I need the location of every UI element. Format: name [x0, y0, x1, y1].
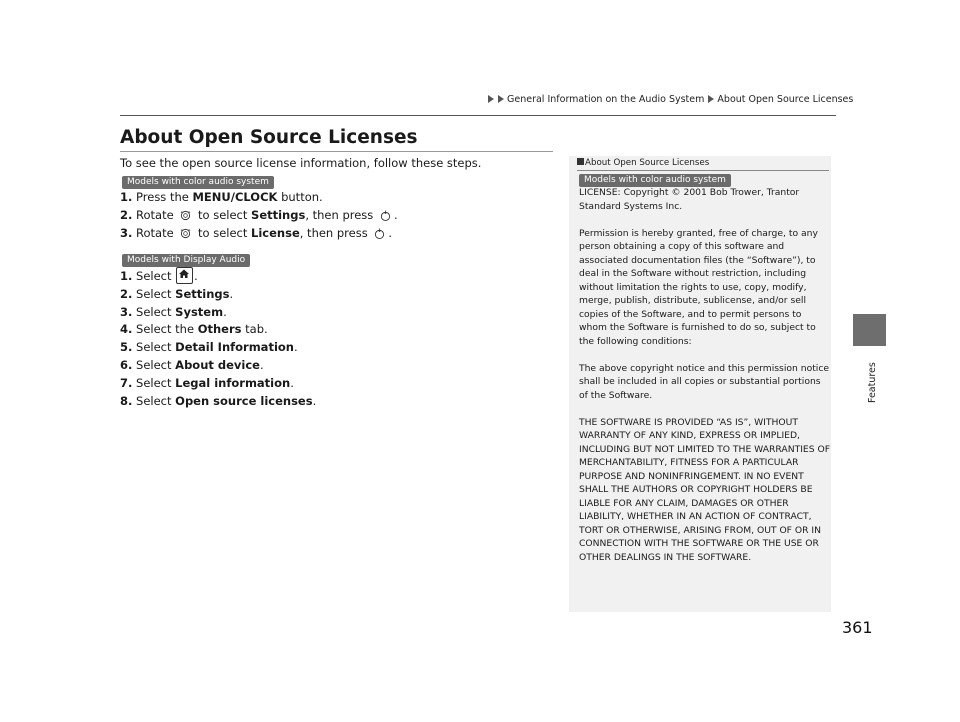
license-paragraph: THE SOFTWARE IS PROVIDED “AS IS”, WITHOUT WARRANTY OF ANY KIND, EXPRESS OR IMPLIED, INCLUDING BUT NOT LIMITED TO THE WARRANTIES OF MERCHANTABILITY, FITNESS FOR A PARTICULAR PURPOSE AND NONINFRINGEMENT. IN NO EVENT SHALL THE AUTHORS OR COPYRIGHT HOLDERS BE LIABLE FOR ANY CLAIM, DAMAGES OR OTHER LIABILITY, WHETHER IN AN ACTION OF CONTRACT, TORT OR OTHERWISE, ARISING FROM, OUT OF OR IN CONNECTION WITH THE SOFTWARE OR THE USE OR OTHER DEALINGS IN THE SOFTWARE. [579, 416, 830, 563]
header-rule [120, 115, 836, 116]
step-item: 3. Rotate to select License, then press . [120, 225, 393, 240]
breadcrumb-level-1[interactable]: General Information on the Audio System [507, 94, 705, 105]
breadcrumb [488, 94, 853, 105]
side-tab-label: Features [867, 362, 878, 403]
model-badge-color-audio: Models with color audio system [122, 176, 274, 189]
note-heading: About Open Source Licenses [577, 158, 709, 168]
selector-knob-icon [180, 210, 191, 221]
selector-knob-icon [180, 228, 191, 239]
license-paragraph: Permission is hereby granted, free of charge, to any person obtaining a copy of this software and associated documentation files (the “Software”), to deal in the Software without restriction, including without limitation the rights to use, copy, modify, merge, publish, distribute, sublicense, and/or sell copies of the Software, and to permit persons to whom the Software is furnished to do so, subject to the following conditions: [579, 227, 818, 347]
title-rule [120, 151, 553, 152]
step-item: 2. Select Settings. [120, 286, 234, 301]
step-item: 6. Select About device. [120, 357, 264, 372]
display-audio-steps [120, 267, 316, 410]
press-knob-icon [380, 210, 391, 221]
step-item: 5. Select Detail Information. [120, 340, 298, 355]
step-item: 2. Rotate to select Settings, then press . [120, 207, 398, 222]
breadcrumb-arrow-icon [498, 95, 504, 103]
model-badge-display-audio: Models with Display Audio [122, 254, 250, 267]
breadcrumb-arrow-icon [488, 95, 494, 103]
step-item: 1. Press the MENU/CLOCK button. [120, 190, 323, 204]
license-paragraph: LICENSE: Copyright © 2001 Bob Trower, Trantor Standard Systems Inc. [579, 187, 800, 212]
breadcrumb-level-2[interactable]: About Open Source Licenses [717, 94, 854, 105]
license-note-box [569, 156, 831, 612]
color-audio-steps [120, 189, 398, 242]
license-text [579, 186, 831, 578]
home-icon [176, 267, 193, 284]
step-item: 7. Select Legal information. [120, 375, 294, 390]
note-rule [577, 170, 829, 171]
note-marker-icon [577, 158, 584, 165]
press-knob-icon [374, 228, 385, 239]
note-model-badge: Models with color audio system [579, 174, 731, 187]
intro-text: To see the open source license information, follow these steps. [120, 156, 482, 170]
step-item: 1. Select . [120, 269, 198, 283]
step-item: 4. Select the Others tab. [120, 322, 268, 337]
page-title: About Open Source Licenses [120, 127, 418, 148]
side-tab-marker [853, 314, 886, 346]
step-item: 8. Select Open source licenses. [120, 393, 317, 408]
step-item: 3. Select System. [120, 304, 227, 319]
breadcrumb-arrow-icon [708, 95, 714, 103]
license-paragraph: The above copyright notice and this permission notice shall be included in all copies or substantial portions of the Software. [579, 362, 830, 401]
page-number: 361 [842, 618, 873, 637]
